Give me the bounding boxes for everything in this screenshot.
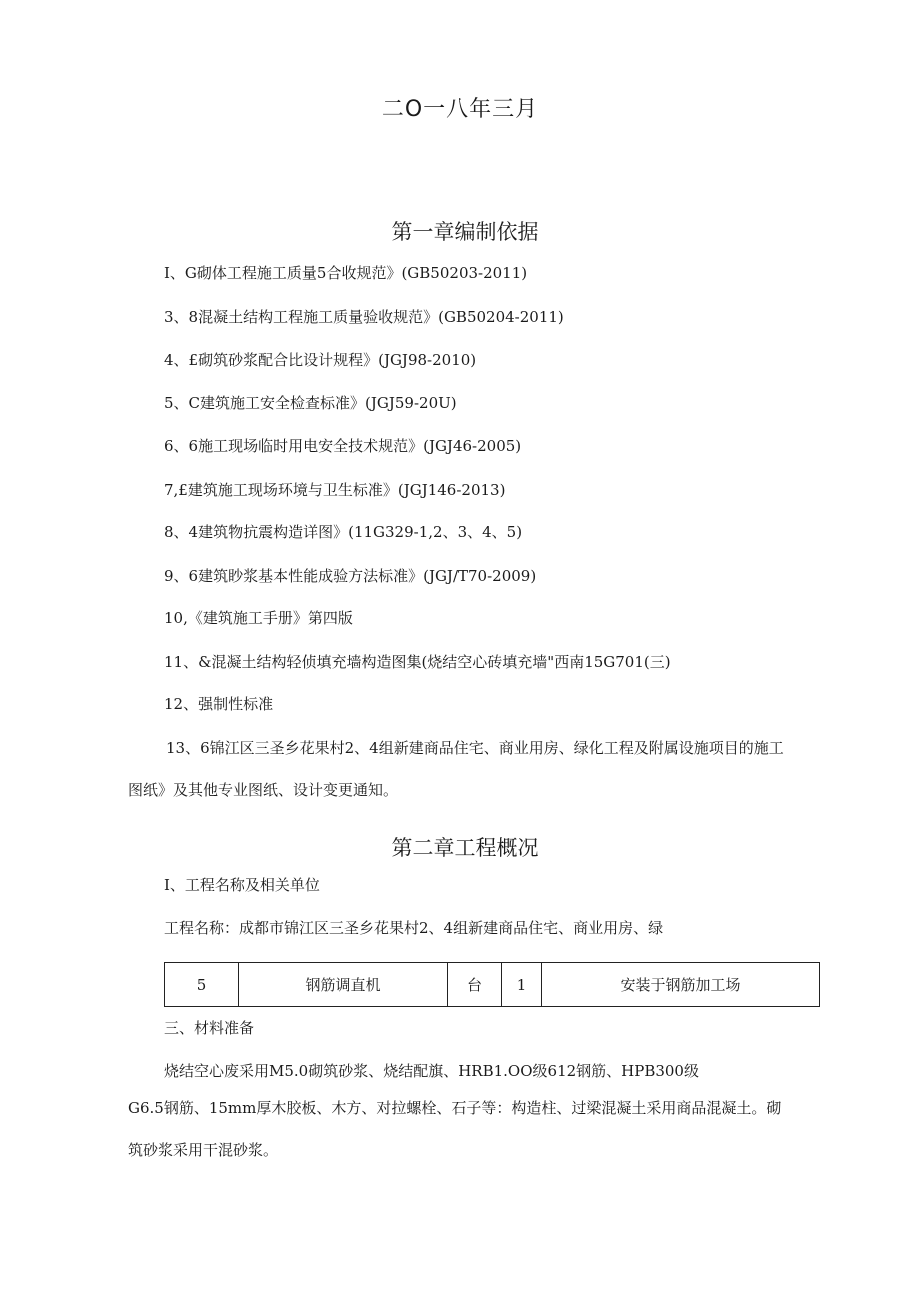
- basis-item-13-line1: 13、6锦江区三圣乡花果村2、4组新建商品住宅、商业用房、绿化工程及附属设施项目的施工: [166, 739, 784, 757]
- chapter2-title: 第二章工程概况: [391, 836, 539, 860]
- equipment-table: [164, 962, 820, 1007]
- chapter1-title: 第一章编制依据: [391, 220, 539, 244]
- equipment-unit: 台: [448, 963, 502, 1007]
- project-name: 工程名称：成都市锦江区三圣乡花果村2、4组新建商品住宅、商业用房、绿: [164, 919, 664, 937]
- project-section-heading: I、工程名称及相关单位: [164, 876, 320, 894]
- table-row: [165, 963, 820, 1007]
- equipment-qty: 1: [502, 963, 542, 1007]
- basis-item-8: 8、4建筑物抗震构造详图》(11G329-1,2、3、4、5): [164, 523, 523, 541]
- basis-item-10: 10,《建筑施工手册》第四版: [164, 609, 353, 627]
- basis-item-3: 3、8混凝土结构工程施工质量验收规范》(GB50204-2011): [164, 308, 564, 326]
- equipment-name: 钢筋调直机: [239, 963, 448, 1007]
- basis-item-1: I、G砌体工程施工质量5合收规范》(GB50203-2011): [164, 264, 528, 282]
- basis-item-6: 6、6施工现场临时用电安全技术规范》(JGJ46-2005): [164, 437, 522, 455]
- basis-item-7: 7,£建筑施工现场环境与卫生标准》(JGJ146-2013): [164, 481, 506, 499]
- basis-item-13-line2: 图纸》及其他专业图纸、设计变更通知。: [128, 781, 399, 799]
- materials-line-3: 筑砂浆采用干混砂浆。: [128, 1141, 279, 1159]
- materials-line-2: G6.5钢筋、15mm厚木胶板、木方、对拉螺栓、石子等：构造柱、过梁混凝土采用商品混凝土。砌: [128, 1099, 782, 1117]
- basis-item-11: 11、&混凝土结构轻侦填充墙构造图集(烧结空心砖填充墙"西南15G701(三): [164, 653, 671, 671]
- materials-line-1: 烧结空心废采用M5.0砌筑砂浆、烧结配旗、HRB1.OO级612钢筋、HPB300级: [164, 1062, 699, 1080]
- basis-item-4: 4、£砌筑砂浆配合比设计规程》(JGJ98-2010): [164, 351, 477, 369]
- materials-heading: 三、材料准备: [164, 1019, 255, 1037]
- basis-item-5: 5、C建筑施工安全检查标准》(JGJ59-20U): [164, 394, 457, 412]
- equipment-no: 5: [165, 963, 239, 1007]
- basis-item-12: 12、强制性标准: [164, 695, 274, 713]
- equipment-note: 安装于钢筋加工场: [542, 963, 820, 1007]
- basis-item-9: 9、6建筑眇浆基本性能成验方法标准》(JGJ/T70-2009): [164, 567, 537, 585]
- date-title: 二O一八年三月: [381, 97, 539, 122]
